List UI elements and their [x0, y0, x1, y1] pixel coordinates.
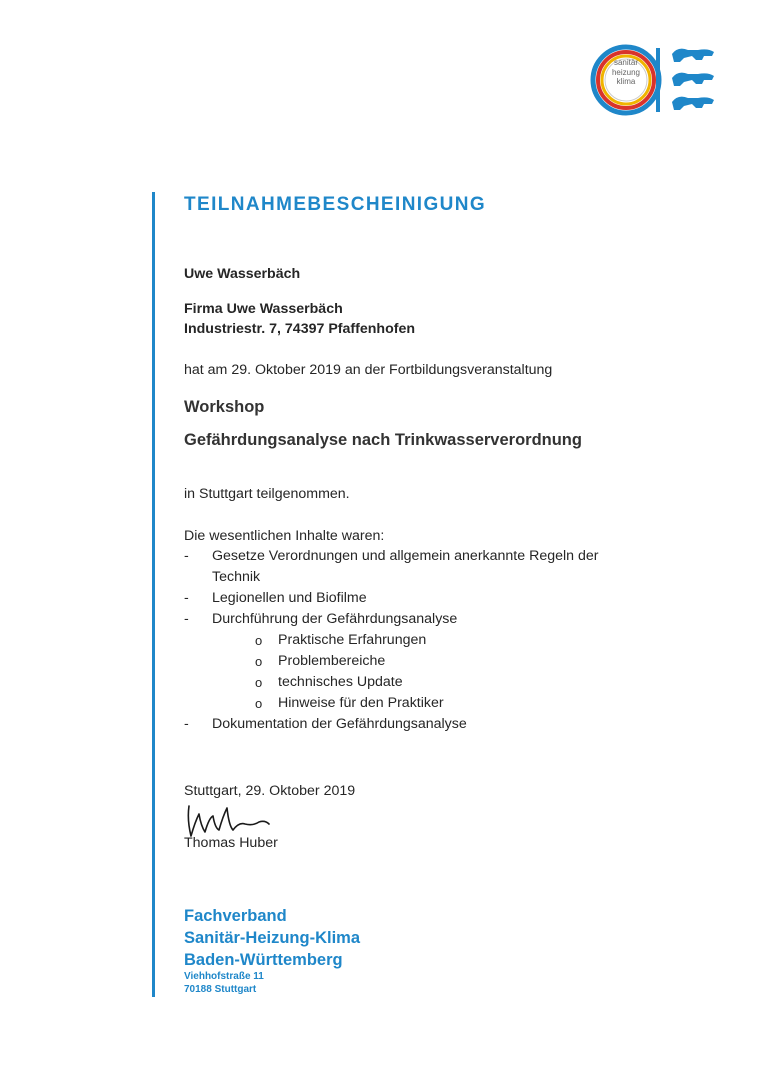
list-item: Gesetze Verordnungen und allgemein anerkannte Regeln der [212, 548, 599, 564]
event-name: Gefährdungsanalyse nach Trinkwasserverordnung [184, 431, 582, 449]
location-text: in Stuttgart teilgenommen. [184, 486, 350, 502]
sub-list-item: Hinweise für den Praktiker [278, 695, 444, 711]
document-title: TEILNAHMEBESCHEINIGUNG [184, 194, 487, 215]
logo-text: sanitär heizung klima [611, 58, 641, 86]
signer-name: Thomas Huber [184, 835, 278, 851]
list-item: Durchführung der Gefährdungsanalyse [212, 611, 458, 627]
sub-list-item: Praktische Erfahrungen [278, 632, 427, 648]
bullet-dash: - [184, 548, 189, 564]
three-lions-icon [668, 44, 718, 116]
place-date: Stuttgart, 29. Oktober 2019 [184, 783, 356, 799]
sub-list-item: Problembereiche [278, 653, 386, 669]
list-item-continuation: Technik [212, 569, 261, 585]
org-name-line1: Fachverband [184, 907, 287, 925]
org-city: 70188 Stuttgart [184, 984, 257, 995]
participant-company: Firma Uwe Wasserbäch [184, 301, 343, 317]
sub-list-item: technisches Update [278, 674, 403, 690]
org-street: Viehhofstraße 11 [184, 971, 264, 982]
association-logo [590, 44, 720, 122]
sub-bullet: o [255, 633, 263, 648]
participant-name: Uwe Wasserbäch [184, 266, 301, 282]
org-name-line2: Sanitär-Heizung-Klima [184, 929, 361, 947]
list-item: Legionellen und Biofilme [212, 590, 367, 606]
org-name-line3: Baden-Württemberg [184, 951, 343, 969]
sub-bullet: o [255, 675, 263, 690]
event-type: Workshop [184, 398, 265, 416]
bullet-dash: - [184, 611, 189, 627]
left-accent-line [152, 192, 155, 997]
sub-bullet: o [255, 654, 263, 669]
intro-text: hat am 29. Oktober 2019 an der Fortbildungsveranstaltung [184, 362, 553, 378]
sub-bullet: o [255, 696, 263, 711]
contents-heading: Die wesentlichen Inhalte waren: [184, 528, 385, 544]
bullet-dash: - [184, 590, 189, 606]
list-item: Dokumentation der Gefährdungsanalyse [212, 716, 467, 732]
bullet-dash: - [184, 716, 189, 732]
participant-address: Industriestr. 7, 74397 Pfaffenhofen [184, 321, 416, 337]
